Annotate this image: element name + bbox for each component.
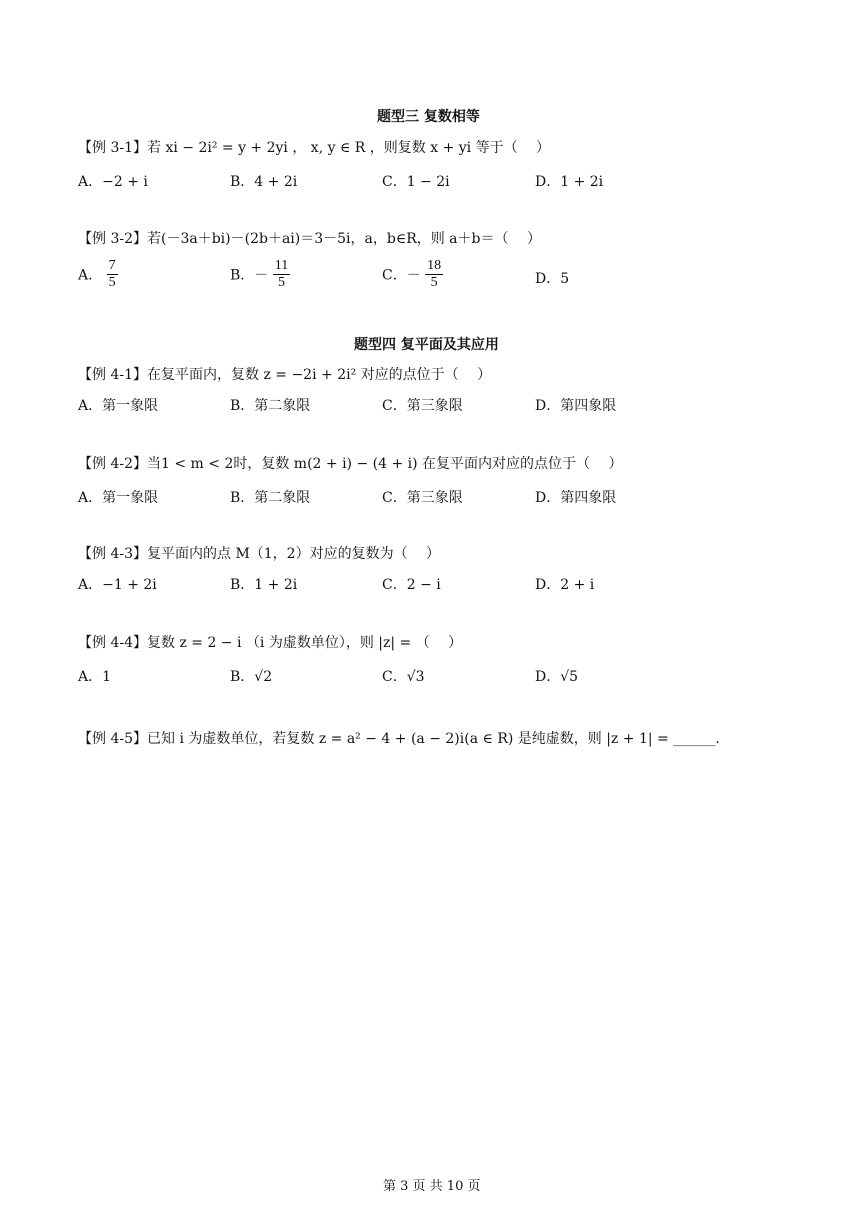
question-3-2: 【例 3-2】若(－3a＋bi)－(2b＋ai)＝3－5i，a，b∈R，则 a＋b＝（ ） (78, 231, 541, 247)
q32-c-numerator: 18 (425, 258, 443, 275)
q41-option-c: C．第三象限 (382, 398, 463, 414)
q32-b-numerator: 11 (273, 258, 290, 275)
section-title-3: 题型三 复数相等 (377, 109, 480, 125)
question-3-1: 【例 3-1】若 xi − 2i² = y + 2yi ， x, y ∈ R ，则复数 x + yi 等于（ ） (78, 140, 551, 156)
q41-option-d: D．第四象限 (535, 398, 617, 414)
q41-option-a: A．第一象限 (78, 398, 159, 414)
q44-option-a: A．1 (78, 669, 112, 685)
q43-option-c: C．2 − i (382, 577, 441, 593)
q32-option-b-fraction (273, 258, 290, 291)
q32-option-b (230, 258, 290, 291)
q32-option-c-fraction (425, 258, 443, 291)
q31-option-d: D．1 + 2i (535, 174, 604, 190)
q42-option-c: C．第三象限 (382, 490, 463, 506)
q32-option-c (382, 258, 443, 291)
q32-a-denominator: 5 (108, 275, 116, 291)
q32-option-a-label: A． (78, 267, 103, 284)
q44-option-b: B．√2 (230, 669, 273, 685)
q31-option-b: B．4 + 2i (230, 174, 298, 190)
q32-c-denominator: 5 (430, 275, 438, 291)
question-4-4: 【例 4-4】复数 z = 2 − i （i 为虚数单位），则 |z| = （ ） (78, 635, 463, 651)
question-4-5: 【例 4-5】已知 i 为虚数单位，若复数 z = a² − 4 + (a − 2)i(a ∈ R) 是纯虚数，则 |z + 1| = ______. (78, 731, 720, 747)
question-4-3: 【例 4-3】复平面内的点 M（1，2）对应的复数为（ ） (78, 546, 441, 562)
q32-option-a (78, 258, 118, 291)
q44-option-d: D．√5 (535, 669, 579, 685)
section-title-4: 题型四 复平面及其应用 (354, 337, 499, 353)
q32-option-b-label: B．－ (230, 267, 269, 284)
question-4-2: 【例 4-2】当1 < m < 2时，复数 m(2 + i) − (4 + i) 在复平面内对应的点位于（ ） (78, 456, 623, 472)
q41-option-b: B．第二象限 (230, 398, 311, 414)
q42-option-a: A．第一象限 (78, 490, 159, 506)
q42-option-b: B．第二象限 (230, 490, 311, 506)
q32-option-a-fraction (107, 258, 118, 291)
q32-a-numerator: 7 (107, 258, 118, 275)
q42-option-d: D．第四象限 (535, 490, 617, 506)
q32-b-denominator: 5 (277, 275, 285, 291)
q32-option-c-label: C．－ (382, 267, 421, 284)
q32-option-d: D．5 (535, 271, 570, 287)
q44-option-c: C．√3 (382, 669, 425, 685)
q31-option-a: A．−2 + i (78, 174, 148, 190)
q43-option-a: A．−1 + 2i (78, 577, 157, 593)
page-footer: 第 3 页 共 10 页 (383, 1179, 481, 1194)
question-4-1: 【例 4-1】在复平面内，复数 z = −2i + 2i² 对应的点位于（ ） (78, 367, 492, 383)
q43-option-d: D．2 + i (535, 577, 595, 593)
q43-option-b: B．1 + 2i (230, 577, 298, 593)
q31-option-c: C．1 − 2i (382, 174, 450, 190)
